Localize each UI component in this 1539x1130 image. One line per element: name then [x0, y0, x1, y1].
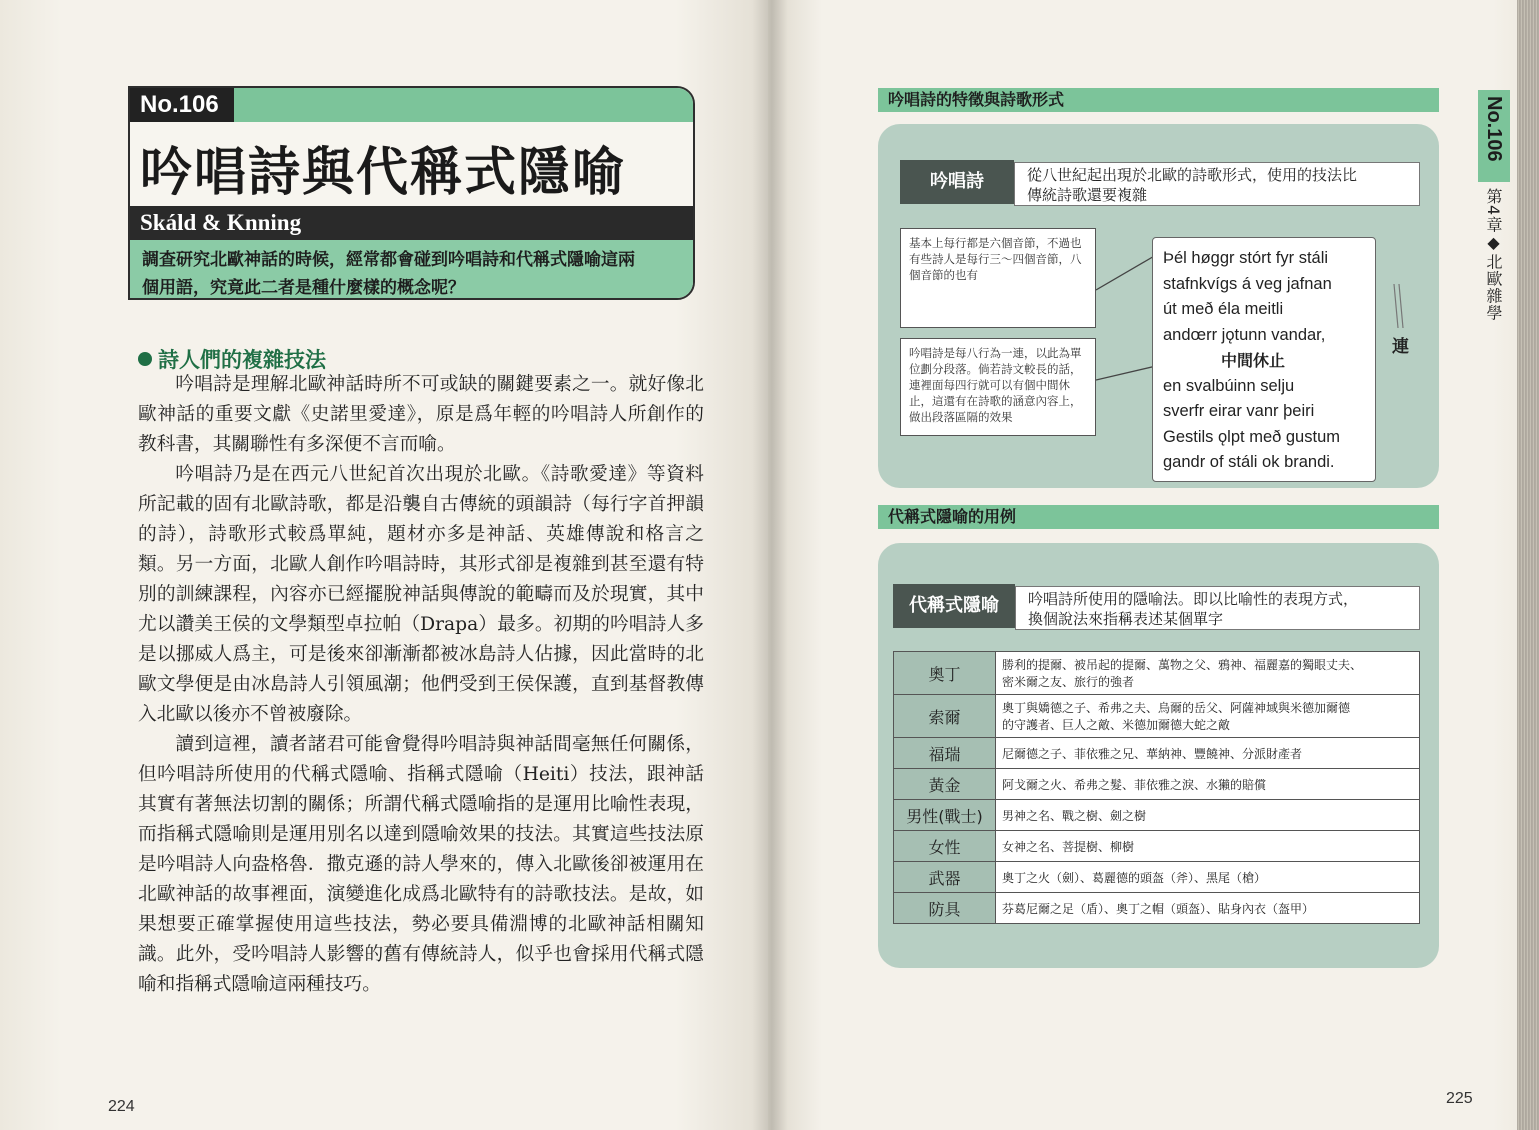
- table-row: [894, 738, 1420, 769]
- table-row: [894, 652, 1420, 695]
- kenning-examples: 阿戈爾之火、希弗之髮、菲依雅之淚、水獺的賠償: [996, 769, 1420, 800]
- book-page-edges: [1517, 0, 1539, 1130]
- poem-line-2: stafnkvígs á veg jafnan: [1163, 274, 1332, 293]
- kenning-examples: [996, 695, 1420, 738]
- entry-number-tag: No.106: [130, 88, 234, 122]
- skald-definition-line-1: 從八世紀起出現於北歐的詩歌形式，使用的技法比: [1027, 166, 1358, 184]
- kenning-term: 女性: [894, 831, 996, 862]
- kenning-definition: [1015, 586, 1420, 630]
- kenning-term: 男性(戰士): [894, 800, 996, 831]
- body-paragraph-1: 吟唱詩是理解北歐神話時所不可或缺的關鍵要素之一。就好像北歐神話的重要文獻《史諾里愛達》，原是爲年輕的吟唱詩人所創作的教科書，其關聯性有多深便不言而喻。: [138, 374, 704, 455]
- kenning-examples: 芬葛尼爾之足（盾）、奧丁之帽（頭盔）、貼身內衣（盔甲）: [996, 893, 1420, 924]
- skald-definition: [1014, 162, 1420, 206]
- caesura-label: 中間休止: [1221, 351, 1286, 370]
- poem-line-8: gandr of stáli ok brandi.: [1163, 453, 1335, 471]
- kenning-term: 索爾: [894, 695, 996, 738]
- page-number-right: 225: [1446, 1090, 1473, 1107]
- poem-line-1: Þél høggr stórt fyr stáli: [1163, 249, 1329, 267]
- kenning-examples: 女神之名、菩提樹、柳樹: [996, 831, 1420, 862]
- page-subtitle: Skáld & Knning: [130, 206, 693, 240]
- poem-line-7: Gestils ǫlpt með gustum: [1163, 427, 1340, 446]
- kenning-definition-line-2: 換個說法來指稱表述某個單字: [1028, 610, 1224, 628]
- kenning-term: 黃金: [894, 769, 996, 800]
- section-band-skald: 吟唱詩的特徵與詩歌形式: [878, 88, 1439, 112]
- left-page: [0, 0, 768, 1130]
- kenning-table: [893, 651, 1420, 924]
- skaldic-poem-example: [1152, 237, 1376, 482]
- stanza-label: 連: [1392, 337, 1409, 357]
- kenning-term: 奧丁: [894, 652, 996, 695]
- kenning-examples-line: 密米爾之友、旅行的強者: [1002, 675, 1135, 689]
- poem-line-6: sverfr eirar vanr þeiri: [1163, 402, 1315, 420]
- kenning-examples: 尼爾德之子、菲依雅之兄、華納神、豐饒神、分派財產者: [996, 738, 1420, 769]
- kenning-term: 武器: [894, 862, 996, 893]
- body-paragraph-3: 讀到這裡，讀者諸君可能會覺得吟唱詩與神話間毫無任何關係，但吟唱詩所使用的代稱式隱喻、指稱式隱喻（Heiti）技法，跟神話其實有著無法切割的關係；所謂代稱式隱喻指的是運用比喻性表現，而指稱式隱喻則是運用別名以達到隱喻效果的技法。其實這些技法原是吟唱詩人向盎格魯．撒克遜的詩人學來的，傳入北歐後卻被運用在北歐神話的故事裡面，演變進化成爲北歐特有的詩歌技法。是故，如果想要正確掌握使用這些技法，勢必要具備淵博的北歐神話相關知識。此外，受吟唱詩人影響的舊有傳統詩人，似乎也會採用代稱式隱喻和指稱式隱喻這兩種技巧。: [138, 734, 704, 995]
- skald-definition-line-2: 傳統詩歌還要複雜: [1027, 186, 1148, 204]
- table-row: [894, 769, 1420, 800]
- title-accent-strip: [234, 88, 693, 122]
- lead-line-2: 個用語，究竟此二者是種什麼樣的概念呢？: [142, 278, 465, 298]
- syllable-note: 基本上每行都是六個音節，不過也有些詩人是每行三～四個音節，八個音節的也有: [900, 228, 1096, 328]
- kenning-term: 福瑞: [894, 738, 996, 769]
- table-row: [894, 695, 1420, 738]
- section-heading-text: 詩人們的複雜技法: [158, 348, 326, 372]
- kenning-examples: 奧丁之火（劍）、葛麗德的頭盔（斧）、黑尾（槍）: [996, 862, 1420, 893]
- kenning-label: 代稱式隱喻: [893, 584, 1015, 628]
- kenning-examples: [996, 652, 1420, 695]
- side-index-tab: [1478, 90, 1510, 360]
- kenning-examples-line: 的守護者、巨人之敵、米德加爾德大蛇之敵: [1002, 718, 1231, 732]
- kenning-term: 防具: [894, 893, 996, 924]
- kenning-examples-line: 勝利的提爾、被吊起的提爾、萬物之父、鴉神、福麗嘉的獨眼丈夫、: [1002, 658, 1363, 672]
- table-row: [894, 800, 1420, 831]
- side-entry-number-text: No.106: [1483, 96, 1505, 162]
- kenning-examples: 男神之名、戰之樹、劍之樹: [996, 800, 1420, 831]
- connector-line-syllables: [1096, 255, 1156, 290]
- bullet-icon: [138, 352, 152, 366]
- body-text: [138, 370, 704, 1000]
- poem-line-4: andœrr jǫtunn vandar,: [1163, 325, 1326, 344]
- lead-line-1: 調查研究北歐神話的時候，經常都會碰到吟唱詩和代稱式隱喻這兩: [142, 250, 635, 270]
- table-row: [894, 831, 1420, 862]
- stanza-note: 吟唱詩是每八行為一連，以此為單位劃分段落。倘若詩文較長的話，連裡面每四行就可以有個中間休止，這還有在詩歌的涵意內容上，做出段落區隔的效果: [900, 338, 1096, 436]
- poem-line-5: en svalbúinn selju: [1163, 376, 1295, 395]
- stanza-bracket-icon: [1388, 282, 1408, 332]
- skald-label: 吟唱詩: [900, 160, 1014, 204]
- poem-line-3: út með éla meitli: [1163, 300, 1284, 318]
- section-band-kenning: 代稱式隱喻的用例: [878, 505, 1439, 529]
- lead-paragraph: [130, 240, 693, 298]
- body-paragraph-2: 吟唱詩乃是在西元八世紀首次出現於北歐。《詩歌愛達》等資料所記載的固有北歐詩歌，都是沿襲自古傳統的頭韻詩（每行字首押韻的詩），詩歌形式較爲單純，題材亦多是神話、英雄傳說和格言之類。另一方面，北歐人創作吟唱詩時，其形式卻是複雜到甚至還有特別的訓練課程，內容亦已經擺脫神話與傳說的範疇而及於現實，其中尤以讚美王侯的文學類型卓拉帕（Drapa）最多。初期的吟唱詩人多是以挪威人爲主，可是後來卻漸漸都被冰島詩人佔據，因此當時的北歐文學便是由冰島詩人引領風潮；他們受到王侯保護，直到基督教傳入北歐以後亦不曾被廢除。: [138, 464, 704, 725]
- side-chapter-label: 第4章◆北歐雜學: [1484, 188, 1503, 322]
- page-title: 吟唱詩與代稱式隱喻: [140, 143, 627, 203]
- side-entry-number: [1478, 90, 1510, 182]
- page-number-left: 224: [108, 1098, 135, 1115]
- kenning-examples-line: 奧丁與嬌德之子、希弗之夫、烏爾的岳父、阿薩神域與米德加爾德: [1002, 701, 1351, 715]
- table-row: [894, 893, 1420, 924]
- table-row: [894, 862, 1420, 893]
- book-gutter: [752, 0, 788, 1130]
- kenning-definition-line-1: 吟唱詩所使用的隱喻法。即以比喻性的表現方式，: [1028, 590, 1359, 608]
- entry-title-block: [128, 86, 695, 300]
